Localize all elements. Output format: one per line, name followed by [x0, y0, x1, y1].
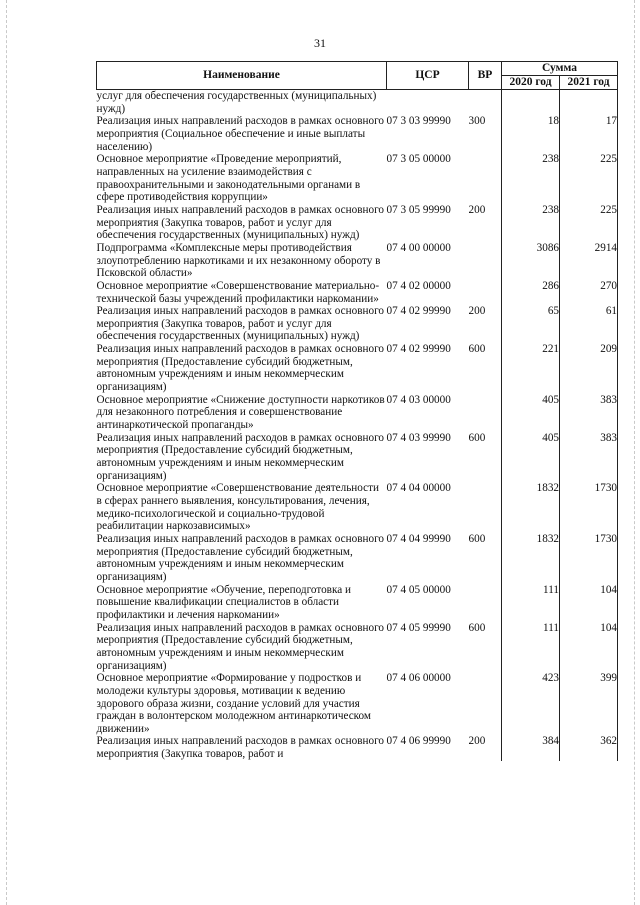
row-sum-2021: 104 — [560, 584, 618, 622]
row-sum-2021: 225 — [560, 204, 618, 242]
row-vr — [469, 153, 502, 204]
row-vr — [469, 242, 502, 280]
row-vr — [469, 672, 502, 735]
row-name: Основное мероприятие «Совершенствование деятельности в сферах раннего выявления, консультирования, лечения, медико-психологической и социально-трудовой реабилитации наркозависимых» — [96, 482, 380, 533]
row-vr: 300 — [468, 115, 486, 128]
table-row — [97, 305, 618, 343]
table-row — [97, 735, 618, 760]
row-sum-2020: 18 — [502, 115, 560, 153]
row-sum-2021: 1730 — [560, 533, 618, 584]
row-sum-2020 — [502, 90, 560, 116]
table-row — [97, 242, 618, 280]
row-sum-2020: 423 — [502, 672, 560, 735]
row-sum-2021: 399 — [560, 672, 618, 735]
row-vr: 200 — [468, 305, 486, 318]
table-row — [97, 280, 618, 305]
row-csr — [387, 90, 469, 116]
row-sum-2021: 17 — [560, 115, 618, 153]
row-name: Основное мероприятие «Проведение мероприятий, направленных на усиление взаимодействия с правоохранительными и законодательными органами в сфере противодействия коррупции» — [96, 153, 361, 204]
table-row — [97, 204, 618, 242]
row-vr: 600 — [468, 431, 486, 444]
table-row — [97, 584, 618, 622]
row-name: Реализация иных направлений расходов в рамках основного мероприятия (Закупка товаров, работ и — [96, 735, 384, 761]
row-csr: 07 4 02 99990 — [386, 305, 451, 318]
table-row — [97, 153, 618, 204]
row-sum-2021: 270 — [560, 280, 618, 305]
header-name: Наименование — [97, 62, 387, 90]
row-vr — [469, 90, 502, 116]
row-name: Реализация иных направлений расходов в рамках основного мероприятия (Закупка товаров, работ и услуг для обеспечения государственных (муниципальных) нужд) — [96, 203, 384, 242]
header-year-2021: 2021 год — [560, 76, 618, 90]
row-name: Подпрограмма «Комплексные меры противодействия злоупотреблению наркотиками и их незаконному обороту в Псковской области» — [96, 241, 381, 280]
row-csr: 07 4 03 99990 — [386, 431, 451, 444]
row-vr: 600 — [468, 621, 486, 634]
row-sum-2021: 225 — [560, 153, 618, 204]
row-csr: 07 4 03 00000 — [386, 393, 451, 406]
row-name: Основное мероприятие «Снижение доступности наркотиков для незаконного потребления и совершенствование антинаркотической пропаганды» — [96, 393, 385, 432]
row-vr — [469, 280, 502, 305]
row-sum-2021: 1730 — [560, 482, 618, 533]
row-sum-2021: 383 — [560, 432, 618, 483]
row-name: Реализация иных направлений расходов в рамках основного мероприятия (Социальное обеспечение и иные выплаты населению) — [96, 115, 384, 153]
row-csr: 07 3 03 99990 — [386, 115, 451, 128]
table-row — [97, 90, 618, 116]
row-name: Реализация иных направлений расходов в рамках основного мероприятия (Закупка товаров, работ и услуг для обеспечения государственных (муниципальных) нужд) — [96, 305, 384, 343]
right-scan-edge — [634, 0, 635, 905]
row-sum-2020: 221 — [502, 343, 560, 394]
row-csr: 07 4 05 00000 — [386, 583, 451, 596]
row-name: Основное мероприятие «Совершенствование материально-технической базы учреждений профилактики наркомании» — [96, 279, 380, 305]
row-name: Реализация иных направлений расходов в рамках основного мероприятия (Предоставление субсидий бюджетным, автономным учреждениям и иным некоммерческим организациям) — [96, 532, 384, 583]
row-vr: 200 — [468, 203, 486, 216]
row-csr: 07 4 04 00000 — [386, 482, 451, 495]
table-row — [97, 115, 618, 153]
row-csr: 07 4 02 99990 — [386, 343, 451, 356]
row-sum-2021: 209 — [560, 343, 618, 394]
row-name: Реализация иных направлений расходов в рамках основного мероприятия (Предоставление субсидий бюджетным, автономным учреждениям и иным некоммерческим организациям) — [96, 343, 384, 394]
table-row — [97, 672, 618, 735]
row-sum-2020: 405 — [502, 432, 560, 483]
header-vr: ВР — [469, 62, 502, 90]
page-number: 31 — [314, 36, 326, 50]
row-vr: 600 — [468, 343, 486, 356]
table-row — [97, 533, 618, 584]
row-name: Основное мероприятие «Обучение, переподготовка и повышение квалификации специалистов в области профилактики и лечения наркомании» — [96, 583, 351, 621]
header-sum: Сумма — [502, 62, 618, 76]
row-csr: 07 4 02 00000 — [386, 279, 451, 292]
row-sum-2021: 2914 — [560, 242, 618, 280]
row-sum-2020: 111 — [502, 622, 560, 673]
table-row — [97, 482, 618, 533]
row-sum-2021: 362 — [560, 735, 618, 760]
row-sum-2021: 383 — [560, 394, 618, 432]
row-vr — [469, 482, 502, 533]
row-vr — [469, 584, 502, 622]
table-header — [97, 62, 618, 90]
table-row — [97, 432, 618, 483]
row-csr: 07 4 06 00000 — [386, 672, 451, 685]
row-sum-2020: 1832 — [502, 533, 560, 584]
row-sum-2020: 111 — [502, 584, 560, 622]
row-sum-2021: 104 — [560, 622, 618, 673]
row-vr — [469, 394, 502, 432]
row-sum-2020: 65 — [502, 305, 560, 343]
row-csr: 07 4 04 99990 — [386, 532, 451, 545]
row-vr: 200 — [468, 735, 486, 748]
row-sum-2020: 286 — [502, 280, 560, 305]
row-vr: 600 — [468, 532, 486, 545]
row-csr: 07 3 05 99990 — [386, 203, 451, 216]
row-csr: 07 4 05 99990 — [386, 621, 451, 634]
row-csr: 07 4 06 99990 — [386, 735, 451, 748]
left-scan-edge — [6, 0, 7, 905]
row-sum-2020: 405 — [502, 394, 560, 432]
row-sum-2020: 238 — [502, 204, 560, 242]
row-csr: 07 3 05 00000 — [386, 153, 451, 166]
row-name: услуг для обеспечения государственных (муниципальных) нужд) — [96, 90, 377, 115]
row-sum-2021 — [560, 90, 618, 116]
row-sum-2020: 3086 — [502, 242, 560, 280]
row-sum-2020: 238 — [502, 153, 560, 204]
row-name: Основное мероприятие «Формирование у подростков и молодежи культуры здоровья, мотивации к ведению здорового образа жизни, создание условий для участия граждан в волонтерском молодежном антинаркотическом движении» — [96, 672, 371, 735]
table-row — [97, 622, 618, 673]
header-csr: ЦСР — [387, 62, 469, 90]
budget-table — [96, 61, 618, 761]
table-row — [97, 394, 618, 432]
row-sum-2020: 1832 — [502, 482, 560, 533]
table-body — [97, 90, 618, 761]
row-csr: 07 4 00 00000 — [386, 241, 451, 254]
row-name: Реализация иных направлений расходов в рамках основного мероприятия (Предоставление субсидий бюджетным, автономным учреждениям и иным некоммерческим организациям) — [96, 431, 384, 482]
row-sum-2021: 61 — [560, 305, 618, 343]
row-name: Реализация иных направлений расходов в рамках основного мероприятия (Предоставление субсидий бюджетным, автономным учреждениям и иным некоммерческим организациям) — [96, 621, 384, 672]
table-row — [97, 343, 618, 394]
header-year-2020: 2020 год — [502, 76, 560, 90]
row-sum-2020: 384 — [502, 735, 560, 760]
